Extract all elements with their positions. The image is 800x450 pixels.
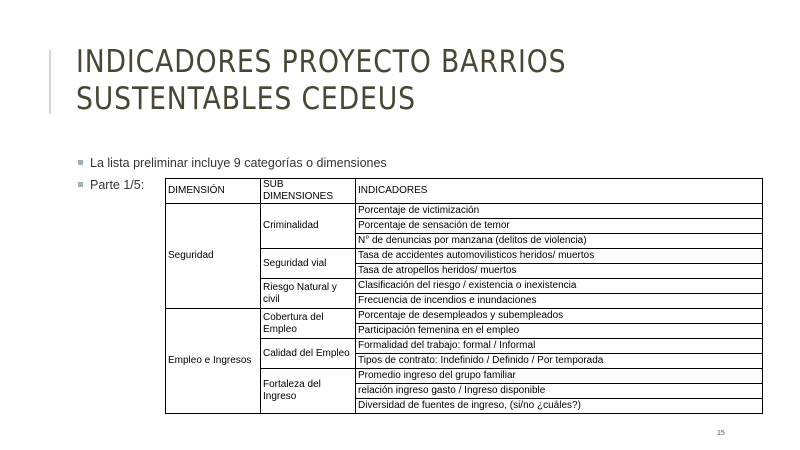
bullet-square-icon (78, 182, 83, 187)
page-number: 15 (717, 430, 725, 437)
indicator-cell: Frecuencia de incendios e inundaciones (356, 294, 763, 309)
subdimension-cell: Criminalidad (261, 204, 356, 249)
indicator-cell: Tasa de accidentes automovilisticos heridos/ muertos (356, 249, 763, 264)
subdimension-cell: Riesgo Natural y civil (261, 279, 356, 309)
indicator-cell: Porcentaje de desempleados y subempleados (356, 309, 763, 324)
subdimension-cell: Calidad del Empleo (261, 339, 356, 369)
indicator-cell: Formalidad del trabajo: formal / Informal (356, 339, 763, 354)
subdimension-cell: Seguridad vial (261, 249, 356, 279)
bullet-square-icon (78, 160, 83, 165)
indicator-cell: Participación femenina en el empleo (356, 324, 763, 339)
bullet-text: Parte 1/5: (90, 178, 145, 192)
header-subdimensions: SUB DIMENSIONES (261, 179, 356, 204)
accent-bar (49, 50, 51, 114)
subdimension-cell: Fortaleza del Ingreso (261, 369, 356, 414)
indicator-cell: Tipos de contrato: Indefinido / Definido / Por temporada (356, 354, 763, 369)
indicator-cell: Tasa de atropellos heridos/ muertos (356, 264, 763, 279)
indicators-table (165, 178, 763, 414)
table-row (166, 309, 763, 324)
indicator-cell: Porcentaje de sensación de temor (356, 219, 763, 234)
dimension-cell: Empleo e Ingresos (166, 309, 261, 414)
indicator-cell: relación ingreso gasto / Ingreso disponible (356, 384, 763, 399)
header-indicators: INDICADORES (356, 179, 763, 204)
indicator-cell: Clasificación del riesgo / existencia o inexistencia (356, 279, 763, 294)
slide-title: INDICADORES PROYECTO BARRIOS SUSTENTABLES CEDEUS (76, 44, 567, 117)
indicator-cell: Promedio ingreso del grupo familiar (356, 369, 763, 384)
dimension-cell: Seguridad (166, 204, 261, 309)
indicator-cell: Diversidad de fuentes de ingreso, (si/no ¿cuáles?) (356, 399, 763, 414)
subdimension-cell: Cobertura del Empleo (261, 309, 356, 339)
table-header-row (166, 179, 763, 204)
bullet-item (78, 152, 387, 174)
header-dimension: DIMENSIÓN (166, 179, 261, 204)
bullet-text: La lista preliminar incluye 9 categorías o dimensiones (90, 156, 387, 170)
indicator-cell: Porcentaje de victimización (356, 204, 763, 219)
table-row (166, 204, 763, 219)
indicator-cell: N° de denuncias por manzana (delitos de violencia) (356, 234, 763, 249)
